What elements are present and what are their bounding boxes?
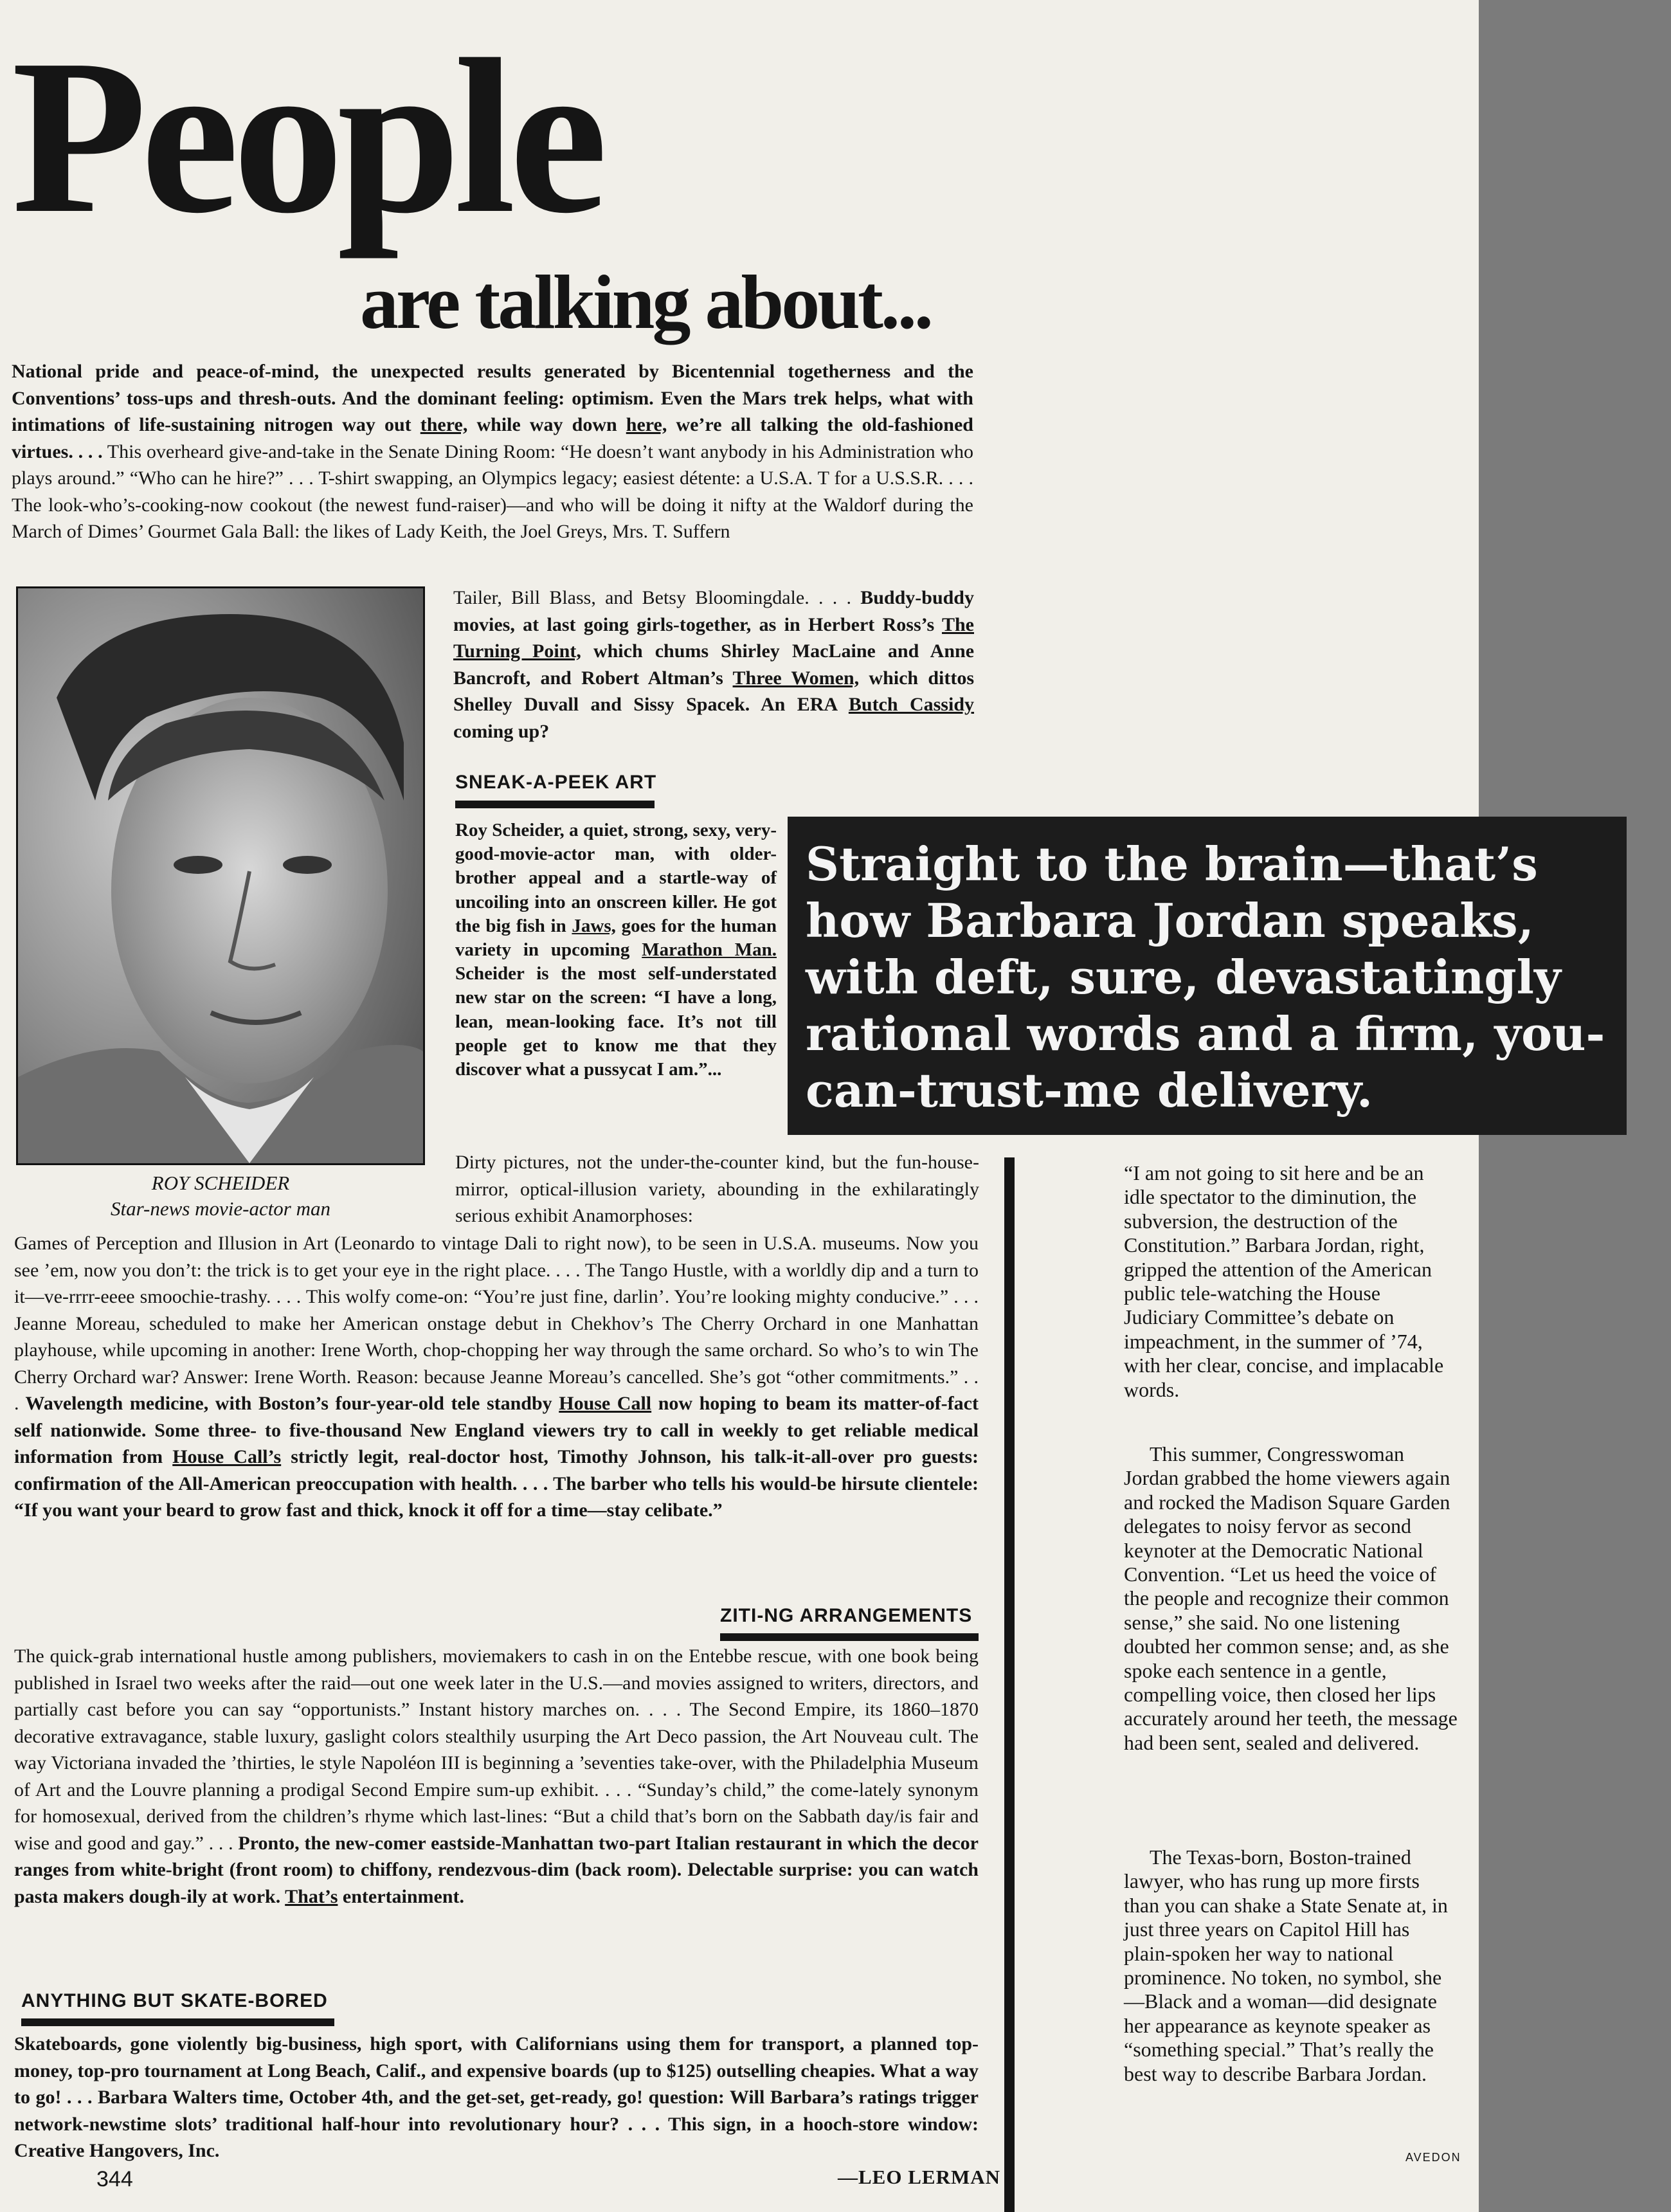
pullquote-box: Straight to the brain—that’s how Barbara Jordan speaks, with deft, sure, devastatingly rational words and a firm, you-can-trust-me delivery. — [788, 817, 1627, 1135]
sneak-paragraph — [455, 819, 777, 1082]
sneak-jaws: Jaws, — [572, 915, 616, 936]
intro-continued — [453, 585, 974, 745]
games-housecall-1: House Call — [559, 1393, 652, 1414]
games-wavelength: Wavelength medicine, with Boston’s four-year-old tele standby — [19, 1393, 559, 1414]
ziti-thats: That’s — [285, 1885, 338, 1907]
photo-credit: AVEDON — [1405, 2151, 1461, 2164]
buddy-d: coming up? — [453, 720, 550, 742]
buddy-title-three-women: Three Women, — [732, 667, 860, 689]
sneak-mid: goes for the human variety in upcoming — [455, 915, 777, 961]
buddy-title-turning-point: The Turning Point, — [453, 613, 974, 662]
portrait-illustration — [18, 588, 423, 1163]
photo-caption-name: ROY SCHEIDER — [151, 1172, 290, 1194]
page-title: People — [12, 14, 602, 259]
portrait-photo — [16, 586, 425, 1165]
sneak-quote: Scheider is the most self-understated new star on the screen: “I have a long, lean, mean-looking face. It’s not till people get to know me that they discover what a pussycat I am.”... — [455, 963, 777, 1080]
skate-paragraph: Skateboards, gone violently big-business, high sport, with Californians using them for transport, a planned top-money, top-pro tournament at Long Beach, Calif., and expensive boards (up to $125) outselling cheapies. What a way to go! . . . Barbara Walters time, October 4th, and the get-set, get-ready, go! question: Will Barbara’s ratings trigger network-newstime slots’ traditional half-hour into revolutionary hour? . . . This sign, in a hooch-store window: Creative Hangovers, Inc. — [14, 2033, 979, 2161]
page-number: 344 — [96, 2167, 133, 2191]
photo-caption-desc: Star-news movie-actor man — [110, 1197, 331, 1220]
section-heading-ziti: ZITI-NG ARRANGEMENTS — [720, 1605, 973, 1626]
section-heading-sneak-bar — [455, 801, 655, 808]
section-heading-sneak: SNEAK-A-PEEK ART — [455, 772, 657, 793]
section-heading-ziti-bar — [720, 1633, 979, 1641]
buddy-b: which chums Shirley MacLaine and Anne Bancroft, and Robert Altman’s — [453, 640, 975, 689]
page-subtitle: are talking about... — [360, 259, 931, 345]
games-housecall-2: House Call’s — [172, 1446, 282, 1467]
intro-lead: National pride and peace-of-mind, the unexpected results generated by Bicentennial togetherness and the Conventions’ toss-ups and thresh-outs. And the dominant feeling: optimism. Even the Mars trek helps, what with intimations of life-sustaining nitrogen way out — [12, 361, 973, 435]
intro-body: This overheard give-and-take in the Senate Dining Room: “He doesn’t want anybody in his Administration who plays around.” “Who can he hire?” . . . T-shirt swapping, an Olympics legacy; easiest détente: a U.S.A. T for a U.S.S.R. . . . The look-who’s-cooking-now cookout (the newest fund-raiser)—and who will be doing it nifty at the Waldorf during the March of Dimes’ Gourmet Gala Ball: the likes of Lady Keith, the Joel Greys, Mrs. T. Suffern — [12, 440, 973, 542]
sneak-lead: Roy Scheider, a quiet, strong, sexy, very-good-movie-actor man, with older-brother appeal and a startle-way of uncoiling into an onscreen killer. He got the big fish in — [455, 820, 777, 936]
section-heading-skate: ANYTHING BUT SKATE-BORED — [21, 1990, 328, 2011]
buddy-c: which dittos Shelley Duvall and Sissy Spacek. An ERA — [453, 667, 974, 715]
buddy-a: Buddy-buddy movies, at last going girls-together, as in Herbert Ross’s — [453, 587, 974, 635]
sneak-dirty-pictures: Dirty pictures, not the under-the-counter kind, but the fun-house-mirror, optical-illusion variety, abounding in the exhilaratingly serious exhibit Anamorphoses: — [455, 1152, 979, 1226]
games-text: Games of Perception and Illusion in Art (Leonardo to vintage Dali to right now), to be seen in U.S.A. museums. Now you see ’em, now you don’t: the trick is to get your eye in the right place. . . . The Tango Hustle, with a worldly dip and a turn to it—ve-rrrr-eeee smoochie-trashy. . . . This wolfy come-on: “You’re just fine, darlin’. You’re looking mighty conducive.” . . . Jeanne Moreau, scheduled to make her American onstage debut in Chekhov’s The Cherry Orchard in one Manhattan playhouse, while upcoming in another: Irene Worth, chop-chopping her way through the same orchard. So who’s to win The Cherry Orchard war? Answer: Irene Worth. Reason: because Jeanne Moreau’s cancelled. She’s got “other commitments.” . . . — [14, 1233, 979, 1414]
ziti-paragraph — [14, 1643, 979, 1910]
intro-tailer: Tailer, Bill Blass, and Betsy Bloomingdale. . . . — [453, 587, 851, 608]
intro-mid: while way down — [467, 414, 626, 435]
games-paragraph — [14, 1230, 979, 1524]
intro-paragraph — [12, 358, 973, 545]
sidebar-paragraph-2: This summer, Congresswoman Jordan grabbed the home viewers again and rocked the Madison Square Garden delegates to noisy fervor as second keynoter at the Democratic National Convention. “Let us heed the voice of the people and recognize their common sense,” she said. No one listening doubted her common sense; and, as she spoke each sentence in a gentle, compelling voice, then closed her lips accurately around her teeth, the message had been sent, sealed and delivered. — [1124, 1442, 1458, 1754]
games-mid: now hoping to beam its matter-of-fact self nationwide. Some three- to five-thousand New England viewers try to call in weekly to get reliable medical information from — [14, 1393, 979, 1467]
buddy-title-butch: Butch Cassidy — [848, 694, 975, 715]
intro-here: here, — [626, 414, 667, 435]
intro-lead-end: we’re all talking the old-fashioned virtues. . . . — [12, 414, 973, 462]
sidebar-paragraph-1: “I am not going to sit here and be an idle spectator to the diminution, the subversion, the destruction of the Constitution.” Barbara Jordan, right, gripped the attention of the American public tele-watching the House Judiciary Committee’s debate on impeachment, in the summer of ’74, with her clear, concise, and implacable words. — [1124, 1161, 1444, 1401]
games-end: strictly legit, real-doctor host, Timothy Johnson, his talk-it-all-over pro guests: confirmation of the All-American preoccupation with health. . . . The barber who tells his would-be hirsute clientele: “If you want your beard to grow fast and thick, knock it off for a time—stay celibate.” — [14, 1446, 979, 1521]
ziti-end: entertainment. — [338, 1885, 465, 1907]
byline: —LEO LERMAN — [838, 2166, 1000, 2188]
ziti-pronto: Pronto, the new-comer eastside-Manhattan two-part Italian restaurant in which the decor ranges from white-bright (front room) to chiffony, rendezvous-dim (back room). Delectable surprise: you can watch pasta makers dough-ily at work. — [14, 1832, 979, 1907]
sneak-marathon: Marathon Man. — [642, 939, 777, 961]
sidebar-paragraph-3: The Texas-born, Boston-trained lawyer, who has rung up more firsts than you can shake a State Senate at, in just three years on Capitol Hill has plain-spoken her way to national prominence. No token, no symbol, she—Black and a woman—did designate her appearance as keynote speaker as “something special.” That’s really the best way to describe Barbara Jordan. — [1124, 1845, 1448, 2085]
ziti-text: The quick-grab international hustle among publishers, moviemakers to cash in on the Entebbe rescue, with one book being published in Israel two weeks after the raid—out one week later in the U.S.—and movies assigned to writers, directors, and partially cast before you can say “opportunists.” Instant history marches on. . . . The Second Empire, its 1860–1870 decorative extravagance, stable luxury, gaslight colors stealthily usurping the Art Deco passion, the Art Nouveau cult. The way Victoriana invaded the ’thirties, le style Napoléon III is beginning a ’seventies take-over, with the Philadelphia Museum of Art and the Louvre planning a prodigal Second Empire sum-up exhibit. . . . “Sunday’s child,” the come-lately synonym for homosexual, derived from the children’s rhyme which last-lines: “But a child that’s born on the Sabbath day/is fair and wise and good and gay.” . . . — [14, 1645, 979, 1854]
section-heading-skate-bar — [21, 2018, 334, 2026]
column-rule — [1004, 1157, 1015, 2212]
intro-there: there, — [420, 414, 468, 435]
